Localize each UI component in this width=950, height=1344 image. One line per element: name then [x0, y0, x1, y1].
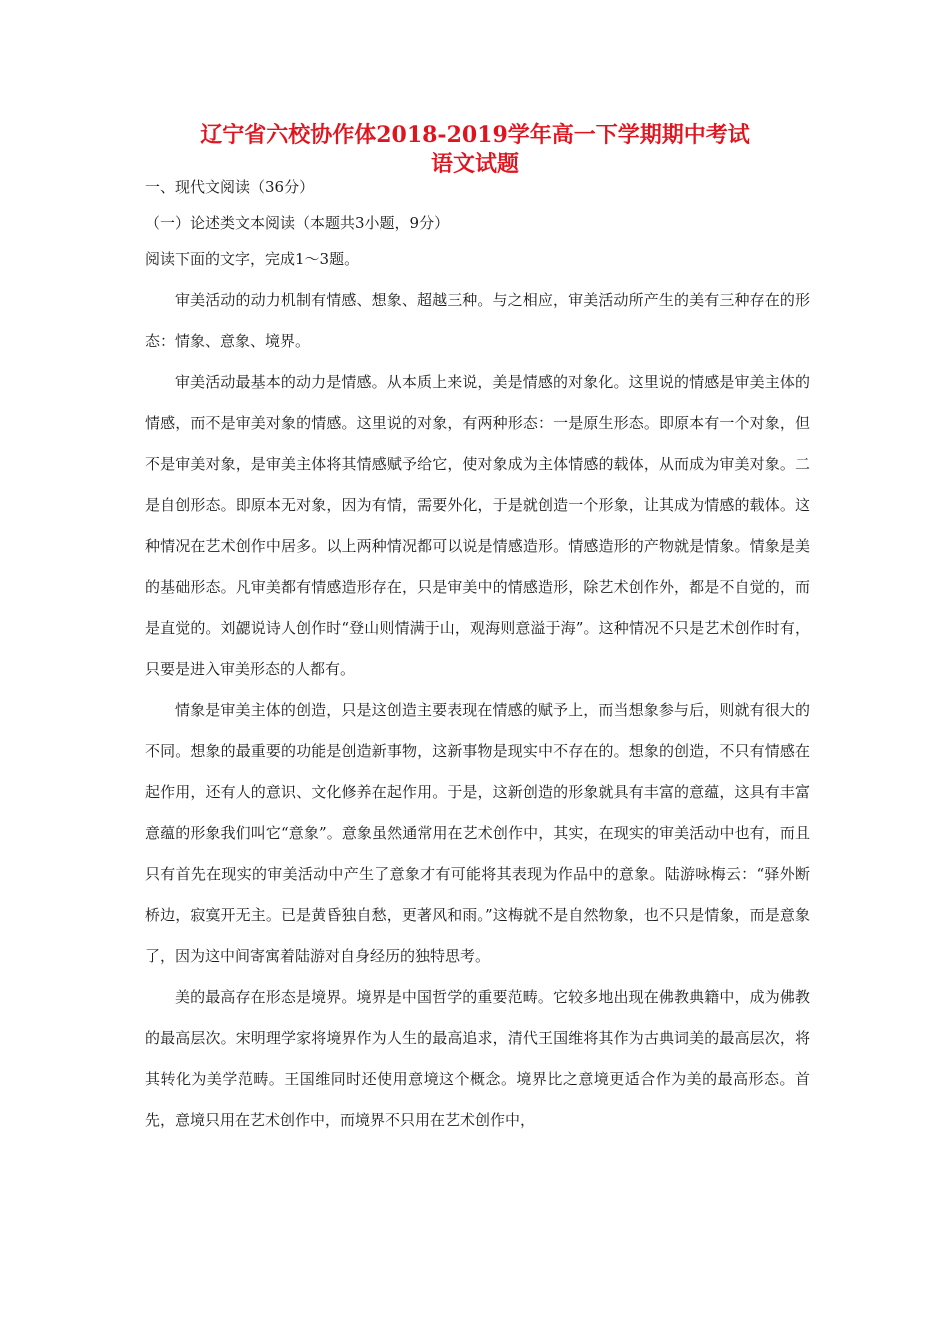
paragraph: 审美活动的动力机制有情感、想象、超越三种。与之相应，审美活动所产生的美有三种存在的形态：情象、意象、境界。: [145, 291, 810, 350]
paragraph: 美的最高存在形态是境界。境界是中国哲学的重要范畴。它较多地出现在佛教典籍中，成为佛教的最高层次。宋明理学家将境界作为人生的最高追求，清代王国维将其作为古典词美的最高层次，将其转化为美学范畴。王国维同时还使用意境这个概念。境界比之意境更适合作为美的最高形态。首先，意境只用在艺术创作中，而境界不只用在艺术创作中，: [145, 988, 810, 1129]
section-heading: 一、现代文阅读（36分）: [145, 178, 315, 196]
document-body: [145, 172, 810, 1141]
reading-instruction: 阅读下面的文字，完成1～3题。: [145, 250, 360, 268]
paragraph: 审美活动最基本的动力是情感。从本质上来说，美是情感的对象化。这里说的情感是审美主体的情感，而不是审美对象的情感。这里说的对象，有两种形态：一是原生形态。即原本有一个对象，但不是审美对象，是审美主体将其情感赋予给它，使对象成为主体情感的载体，从而成为审美对象。二是自创形态。即原本无对象，因为有情，需要外化，于是就创造一个形象，让其成为情感的载体。这种情况在艺术创作中居多。以上两种情况都可以说是情感造形。情感造形的产物就是情象。情象是美的基础形态。凡审美都有情感造形存在，只是审美中的情感造形，除艺术创作外，都是不自觉的，而是直觉的。刘勰说诗人创作时“登山则情满于山，观海则意溢于海”。这种情况不只是艺术创作时有，只要是进入审美形态的人都有。: [145, 373, 810, 678]
paragraph: 情象是审美主体的创造，只是这创造主要表现在情感的赋予上，而当想象参与后，则就有很大的不同。想象的最重要的功能是创造新事物，这新事物是现实中不存在的。想象的创造，不只有情感在起作用，还有人的意识、文化修养在起作用。于是，这新创造的形象就具有丰富的意蕴，这具有丰富意蕴的形象我们叫它“意象”。意象虽然通常用在艺术创作中，其实，在现实的审美活动中也有，而且只有首先在现实的审美活动中产生了意象才有可能将其表现为作品中的意象。陆游咏梅云：“驿外断桥边，寂寞开无主。已是黄昏独自愁，更著风和雨。”这梅就不是自然物象，也不只是情象，而是意象了，因为这中间寄寓着陆游对自身经历的独特思考。: [145, 701, 810, 965]
subsection-heading: （一）论述类文本阅读（本题共3小题，9分）: [145, 214, 450, 232]
document-title: [0, 120, 950, 178]
title-sub: 语文试题: [430, 151, 519, 177]
title-main: 辽宁省六校协作体2018-2019学年高一下学期期中考试: [200, 122, 750, 148]
